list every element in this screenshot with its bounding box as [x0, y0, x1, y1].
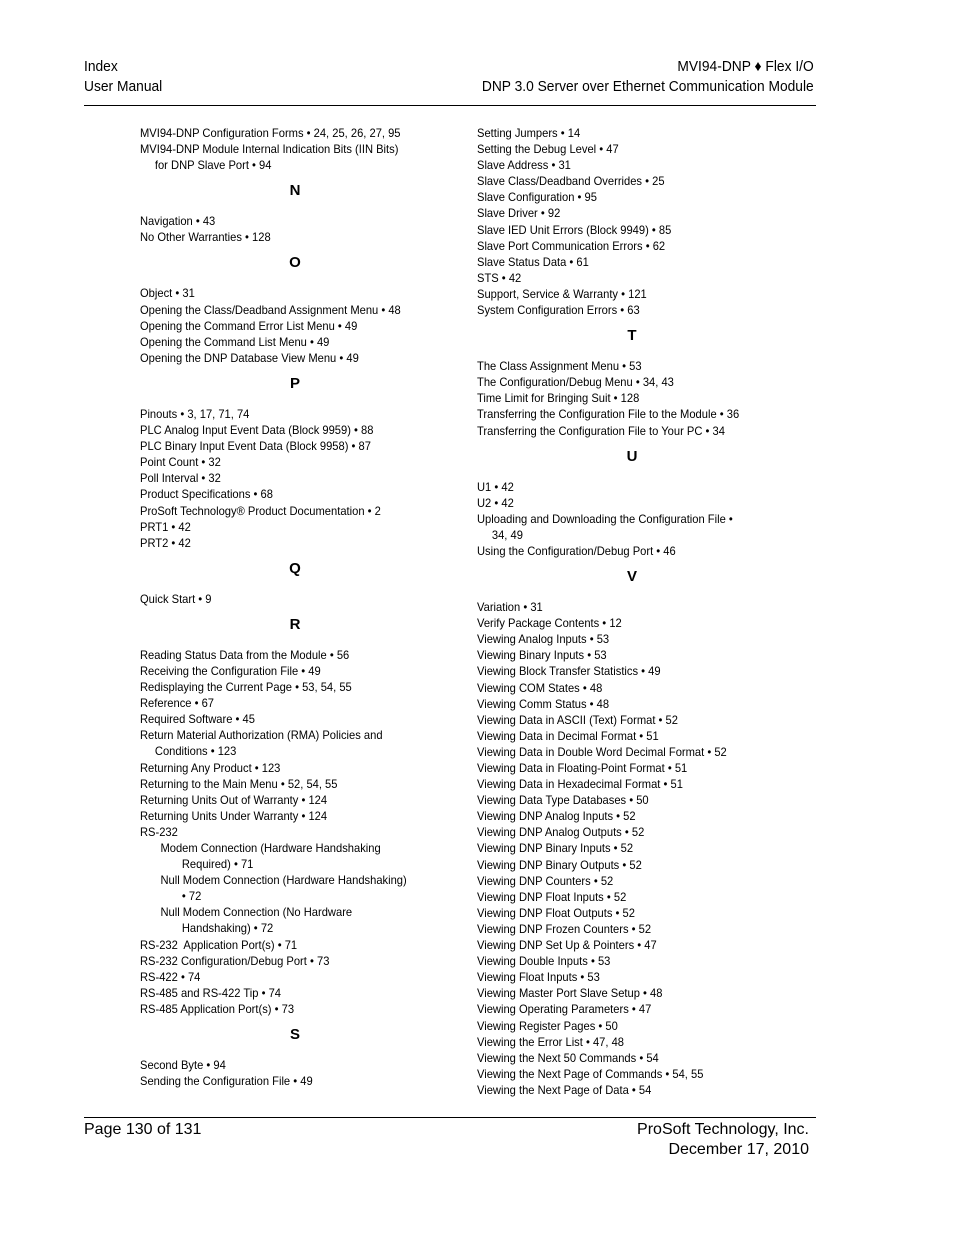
index-entry: Transferring the Configuration File to Your PC • 34	[477, 423, 725, 438]
index-entry: System Configuration Errors • 63	[477, 303, 640, 318]
index-entry: Navigation • 43	[140, 214, 216, 229]
index-entry: Viewing Data in Decimal Format • 51	[477, 728, 659, 743]
index-entry: Viewing Comm Status • 48	[477, 696, 610, 711]
index-entry: Reference • 67	[140, 696, 215, 711]
index-entry: PLC Binary Input Event Data (Block 9958) • 87	[140, 439, 371, 454]
index-entry: The Configuration/Debug Menu • 34, 43	[477, 375, 674, 390]
page-number: Page 130 of 131	[84, 1121, 202, 1138]
index-entry: PRT2 • 42	[140, 535, 191, 550]
index-entry: Viewing DNP Binary Outputs • 52	[477, 857, 642, 872]
index-entry: Viewing Analog Inputs • 53	[477, 632, 610, 647]
index-entry: U1 • 42	[477, 479, 514, 494]
index-entry: The Class Assignment Menu • 53	[477, 359, 642, 374]
index-entry: No Other Warranties • 128	[140, 230, 271, 245]
index-subentry: Null Modem Connection (No Hardware	[160, 905, 353, 920]
index-entry: PRT1 • 42	[140, 519, 191, 534]
manual-title: User Manual	[84, 78, 163, 95]
index-entry: Viewing DNP Frozen Counters • 52	[477, 921, 652, 936]
index-entry: Return Material Authorization (RMA) Policies and	[140, 728, 383, 743]
index-entry: Opening the Class/Deadband Assignment Menu • 48	[140, 302, 401, 317]
index-subentry: Modem Connection (Hardware Handshaking	[160, 841, 381, 855]
index-entry: Viewing Data in Floating-Point Format • 51	[477, 761, 688, 775]
index-entry: Viewing DNP Analog Inputs • 52	[477, 809, 636, 824]
index-subentry-continuation: Required) • 71	[181, 857, 254, 872]
index-entry: Point Count • 32	[140, 455, 221, 470]
index-letter-heading: N	[289, 182, 301, 200]
index-entry: Setting Jumpers • 14	[477, 126, 581, 140]
index-subentry-continuation: Handshaking) • 72	[181, 921, 274, 936]
index-entry: Viewing Data Type Databases • 50	[477, 793, 649, 808]
index-entry: Opening the Command List Menu • 49	[140, 334, 330, 349]
index-entry: Required Software • 45	[140, 712, 255, 727]
header-right	[482, 57, 814, 97]
index-entry: Using the Configuration/Debug Port • 46	[477, 543, 676, 558]
index-entry: Slave Configuration • 95	[477, 190, 597, 205]
index-entry: PLC Analog Input Event Data (Block 9959) • 88	[140, 423, 374, 438]
product-description: DNP 3.0 Server over Ethernet Communication Module	[482, 78, 814, 95]
index-entry: Pinouts • 3, 17, 71, 74	[140, 406, 250, 421]
index-letter-heading: O	[289, 254, 301, 272]
index-entry: Viewing the Next 50 Commands • 54	[477, 1050, 659, 1065]
index-letter-heading: P	[289, 374, 300, 392]
index-entry: Reading Status Data from the Module • 56	[140, 647, 350, 662]
index-entry: Slave Address • 31	[477, 158, 571, 173]
index-entry: Viewing DNP Analog Outputs • 52	[477, 825, 645, 840]
index-entry: Returning Units Under Warranty • 124	[140, 808, 328, 823]
index-column-left	[140, 125, 450, 1089]
index-entry: Viewing Operating Parameters • 47	[477, 1002, 652, 1017]
footer-right	[637, 1120, 809, 1160]
index-entry: Opening the DNP Database View Menu • 49	[140, 350, 359, 365]
index-entry: Sending the Configuration File • 49	[140, 1074, 313, 1089]
index-entry: ProSoft Technology® Product Documentation • 2	[140, 503, 381, 518]
index-entry: Viewing the Next Page of Data • 54	[477, 1082, 652, 1097]
index-entry: Variation • 31	[477, 600, 543, 615]
index-entry-continuation: 34, 49	[491, 527, 523, 542]
index-entry: Viewing Block Transfer Statistics • 49	[477, 664, 661, 679]
index-entry: Receiving the Configuration File • 49	[140, 663, 321, 678]
index-entry: Viewing Float Inputs • 53	[477, 970, 600, 985]
index-letter-heading: V	[626, 568, 637, 586]
index-letter-heading: S	[289, 1026, 300, 1044]
index-entry: RS-232	[140, 824, 178, 839]
index-letter-heading: R	[289, 615, 301, 633]
index-entry-continuation: Conditions • 123	[154, 744, 237, 759]
header-left	[84, 57, 162, 97]
index-entry: U2 • 42	[477, 495, 514, 510]
index-entry: STS • 42	[477, 270, 522, 285]
index-entry: RS-485 and RS-422 Tip • 74	[140, 985, 282, 1000]
index-entry: Time Limit for Bringing Suit • 128	[477, 391, 640, 406]
index-entry: Viewing Binary Inputs • 53	[477, 648, 607, 663]
index-entry: Viewing DNP Binary Inputs • 52	[477, 841, 634, 856]
index-letter-heading: T	[627, 327, 637, 345]
index-entry: MVI94-DNP Module Internal Indication Bits (IIN Bits)	[140, 142, 399, 157]
index-entry: Quick Start • 9	[140, 591, 212, 606]
index-entry: MVI94-DNP Configuration Forms • 24, 25, 26, 27, 95	[140, 126, 401, 140]
index-letter-heading: U	[626, 447, 638, 465]
index-entry: RS-232 Configuration/Debug Port • 73	[140, 953, 330, 968]
index-entry: RS-232 Application Port(s) • 71	[140, 937, 298, 952]
index-entry: Viewing DNP Float Outputs • 52	[477, 905, 635, 920]
index-entry: Opening the Command Error List Menu • 49	[140, 318, 358, 333]
index-entry: Poll Interval • 32	[140, 471, 221, 486]
index-entry: Returning Units Out of Warranty • 124	[140, 792, 328, 807]
index-entry: Second Byte • 94	[140, 1058, 226, 1073]
index-entry: Verify Package Contents • 12	[477, 616, 622, 631]
index-entry: Object • 31	[140, 286, 195, 301]
index-entry: Product Specifications • 68	[140, 487, 273, 502]
index-subentry: Null Modem Connection (Hardware Handshaking)	[160, 873, 407, 888]
index-entry: Slave Status Data • 61	[477, 254, 589, 269]
index-entry: Transferring the Configuration File to the Module • 36	[477, 407, 740, 422]
index-entry: Redisplaying the Current Page • 53, 54, 55	[140, 680, 352, 695]
index-entry: Viewing the Error List • 47, 48	[477, 1034, 624, 1049]
index-entry: Viewing COM States • 48	[477, 680, 603, 695]
index-entry: Returning to the Main Menu • 52, 54, 55	[140, 776, 338, 791]
index-entry: RS-422 • 74	[140, 969, 201, 984]
index-entry: Returning Any Product • 123	[140, 760, 281, 775]
index-entry: Viewing the Next Page of Commands • 54, 55	[477, 1066, 704, 1081]
index-entry: Uploading and Downloading the Configuration File •	[477, 511, 733, 526]
index-subentry-continuation: • 72	[181, 889, 202, 904]
index-entry-continuation: for DNP Slave Port • 94	[154, 158, 272, 173]
index-entry: Slave Driver • 92	[477, 206, 561, 221]
index-entry: Viewing Master Port Slave Setup • 48	[477, 986, 663, 1001]
index-entry: Viewing DNP Counters • 52	[477, 873, 614, 888]
index-entry: Slave Port Communication Errors • 62	[477, 238, 666, 253]
index-entry: Viewing Data in Double Word Decimal Format • 52	[477, 744, 727, 759]
header-divider	[84, 105, 816, 106]
index-entry: RS-485 Application Port(s) • 73	[140, 1001, 295, 1016]
product-name: MVI94-DNP ♦ Flex I/O	[677, 58, 814, 75]
index-entry: Slave IED Unit Errors (Block 9949) • 85	[477, 222, 672, 237]
index-entry: Viewing Data in ASCII (Text) Format • 52	[477, 712, 678, 727]
index-entry: Viewing Double Inputs • 53	[477, 954, 611, 969]
index-entry: Viewing DNP Float Inputs • 52	[477, 889, 627, 904]
index-entry: Viewing Register Pages • 50	[477, 1018, 618, 1033]
index-entry: Support, Service & Warranty • 121	[477, 286, 647, 301]
index-entry: Viewing Data in Hexadecimal Format • 51	[477, 777, 683, 792]
index-column-right	[477, 125, 787, 1098]
index-entry: Viewing DNP Set Up & Pointers • 47	[477, 938, 657, 953]
index-entry: Slave Class/Deadband Overrides • 25	[477, 174, 665, 189]
index-letter-heading: Q	[289, 559, 301, 577]
footer-divider	[84, 1117, 816, 1118]
index-entry: Setting the Debug Level • 47	[477, 142, 619, 157]
company-name: ProSoft Technology, Inc.	[637, 1121, 809, 1138]
publication-date: December 17, 2010	[668, 1141, 809, 1158]
section-title: Index	[84, 58, 118, 75]
